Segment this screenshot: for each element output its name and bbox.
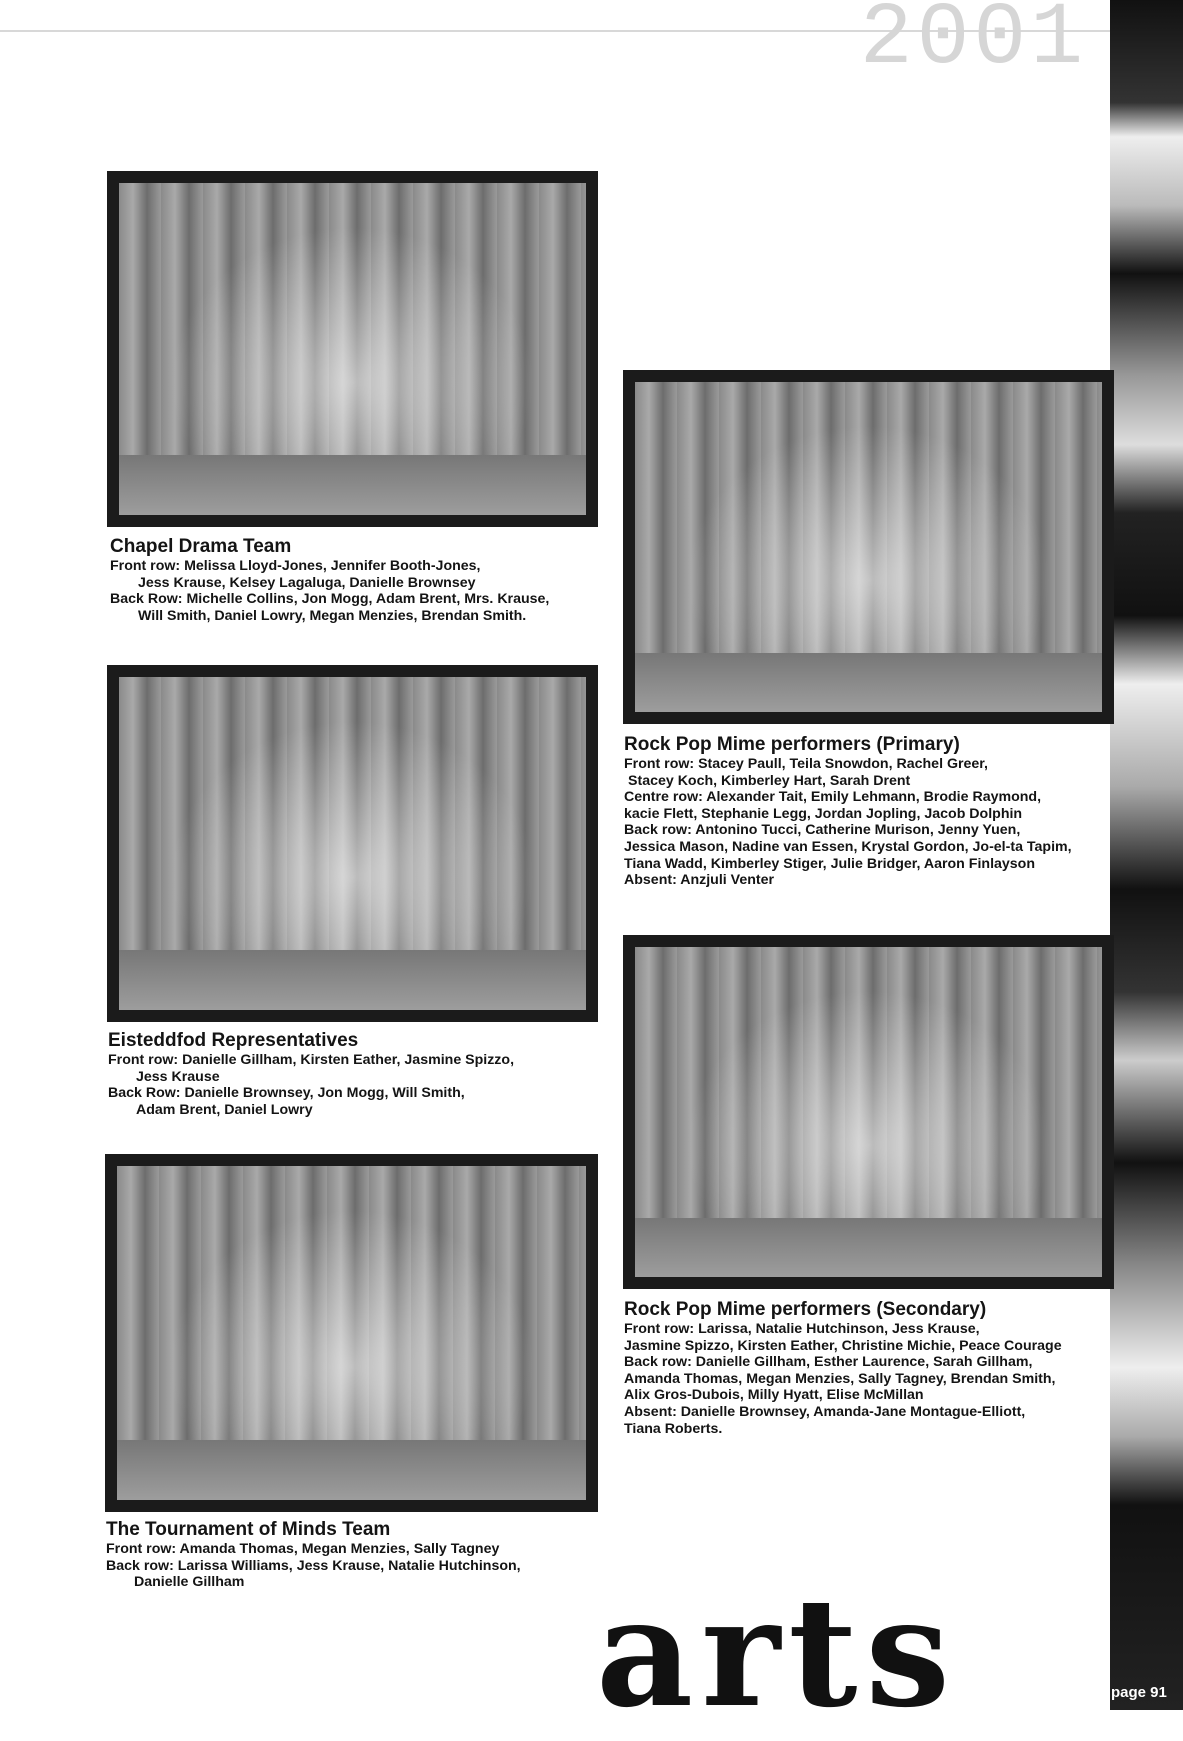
caption-title: Rock Pop Mime performers (Secondary) (624, 1299, 987, 1320)
caption-line: Front row: Larissa, Natalie Hutchinson, Jess Krause, (624, 1321, 980, 1337)
caption-line: Tiana Roberts. (624, 1420, 723, 1437)
eisteddfod-caption (108, 1030, 514, 1118)
tournament-caption (106, 1519, 521, 1591)
caption-line: Front row: Danielle Gillham, Kirsten Eather, Jasmine Spizzo, (108, 1052, 515, 1068)
caption-line: Jess Krause, Kelsey Lagaluga, Danielle Brownsey (138, 574, 476, 591)
caption-line: Alix Gros-Dubois, Milly Hyatt, Elise McMillan (624, 1387, 924, 1404)
caption-line: Back row: Antonino Tucci, Catherine Murison, Jenny Yuen, (624, 822, 1021, 839)
caption-line: Jasmine Spizzo, Kirsten Eather, Christine Michie, Peace Courage (624, 1337, 1062, 1354)
rock-secondary-caption (624, 1299, 1062, 1437)
caption-line: Jessica Mason, Nadine van Essen, Krystal Gordon, Jo-el-ta Tapim, (624, 838, 1072, 855)
rock-pop-mime-primary-photo (623, 370, 1114, 724)
year-watermark: 2001 (859, 0, 1087, 89)
chapel-drama-team-photo (107, 171, 598, 527)
caption-line: Front row: Stacey Paull, Teila Snowdon, Rachel Greer, (624, 756, 988, 772)
caption-line: Centre row: Alexander Tait, Emily Lehmann, Brodie Raymond, (624, 789, 1042, 806)
caption-title: The Tournament of Minds Team (106, 1519, 391, 1540)
caption-line: Jess Krause (136, 1068, 220, 1085)
tournament-of-minds-photo (105, 1154, 598, 1512)
caption-title: Chapel Drama Team (110, 536, 292, 557)
rock-primary-caption (624, 734, 1072, 889)
caption-line: Front row: Melissa Lloyd-Jones, Jennifer Booth-Jones, (110, 558, 481, 574)
rock-pop-mime-secondary-photo (623, 935, 1114, 1289)
caption-line: Absent: Danielle Brownsey, Amanda-Jane Montague-Elliott, (624, 1403, 1026, 1420)
section-title-arts: arts (596, 1565, 958, 1741)
caption-line: Front row: Amanda Thomas, Megan Menzies, Sally Tagney (106, 1541, 500, 1557)
caption-line: kacie Flett, Stephanie Legg, Jordan Jopling, Jacob Dolphin (624, 805, 1023, 822)
decorative-side-band (1110, 0, 1183, 1710)
caption-line: Tiana Wadd, Kimberley Stiger, Julie Bridger, Aaron Finlayson (624, 855, 1036, 872)
caption-line: Adam Brent, Daniel Lowry (136, 1101, 313, 1118)
caption-line: Absent: Anzjuli Venter (624, 872, 775, 889)
chapel-drama-caption (110, 536, 549, 624)
caption-line: Will Smith, Daniel Lowry, Megan Menzies, Brendan Smith. (138, 607, 527, 624)
page-number: page 91 (1111, 1684, 1167, 1701)
caption-line: Back row: Danielle Gillham, Esther Laurence, Sarah Gillham, (624, 1354, 1033, 1371)
caption-line: Stacey Koch, Kimberley Hart, Sarah Drent (628, 772, 911, 789)
caption-line: Back Row: Michelle Collins, Jon Mogg, Adam Brent, Mrs. Krause, (110, 591, 550, 608)
caption-line: Danielle Gillham (134, 1574, 245, 1591)
caption-line: Back Row: Danielle Brownsey, Jon Mogg, Will Smith, (108, 1085, 465, 1102)
caption-title: Eisteddfod Representatives (108, 1030, 359, 1051)
caption-line: Back row: Larissa Williams, Jess Krause, Natalie Hutchinson, (106, 1557, 521, 1574)
caption-title: Rock Pop Mime performers (Primary) (624, 734, 960, 755)
eisteddfod-representatives-photo (107, 665, 598, 1022)
caption-line: Amanda Thomas, Megan Menzies, Sally Tagney, Brendan Smith, (624, 1370, 1056, 1387)
